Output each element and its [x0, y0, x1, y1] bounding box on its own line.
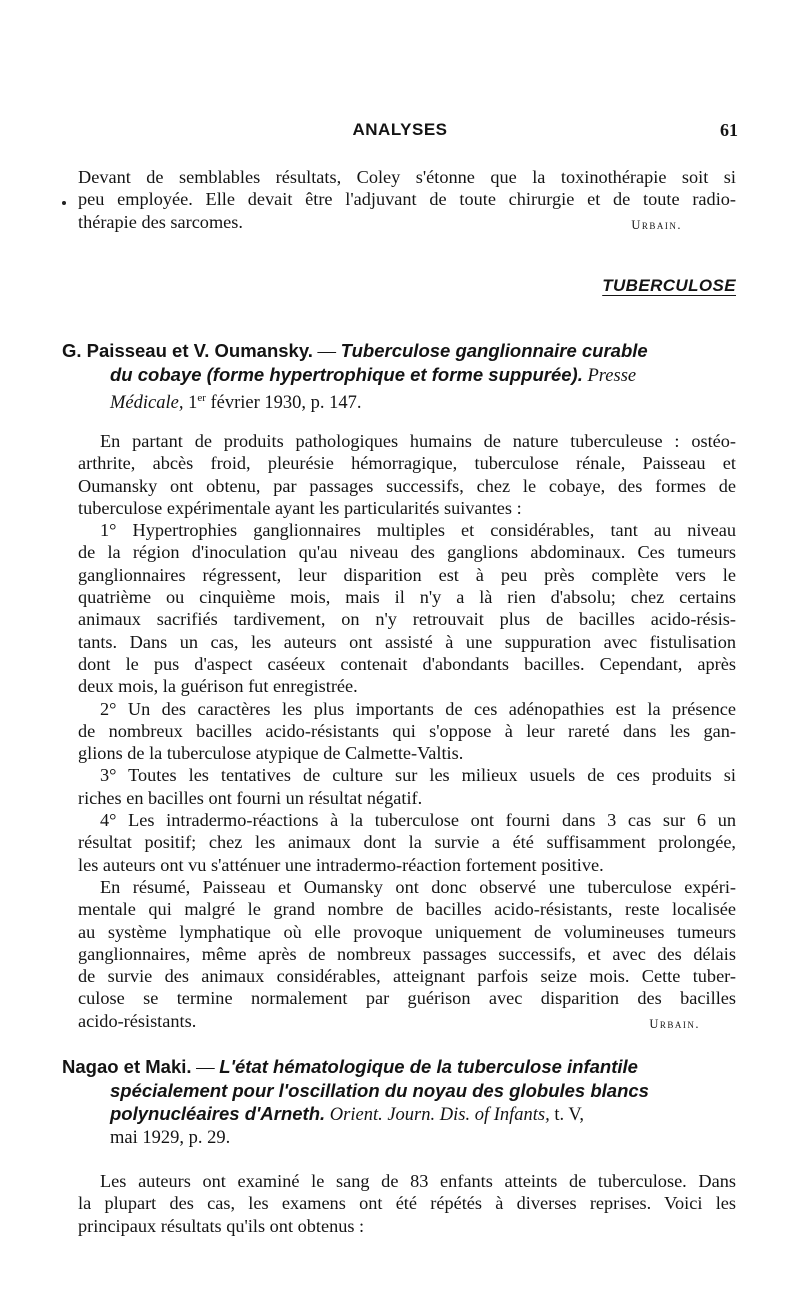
heading-line [62, 1056, 736, 1080]
text-line: animaux sacrifiés tardivement, on n'y retrouvait plus de bacilles acido-résis- [78, 609, 736, 630]
text-line: En partant de produits pathologiques humains de nature tuberculeuse : ostéo- [100, 431, 736, 451]
heading-dash: — [191, 1058, 220, 1078]
entry-title-cont: spécialement pour l'oscillation du noyau des globules blancs [110, 1079, 649, 1101]
entry-journal: Presse [587, 365, 637, 386]
entry-volume: t. V, [554, 1105, 585, 1125]
text-line: thérapie des sarcomes. [78, 211, 243, 232]
entry-authors: G. Paisseau et V. Oumansky. [62, 340, 313, 361]
text-line: dont le pus d'aspect caséeux contenait d'abondants bacilles. Cependant, après [78, 653, 736, 674]
text-line: quatrième ou cinquième mois, mais il n'y a là rien d'absolu; chez certains [78, 587, 736, 608]
text-line: Oumansky ont obtenu, par passages successifs, chez le cobaye, des formes de [78, 475, 736, 496]
entry-body [78, 1170, 736, 1237]
entry-heading [62, 340, 736, 415]
text-line: peu employée. Elle devait être l'adjuvant de toute chirurgie et de toute radio- [78, 189, 736, 210]
text-line: au système lymphatique où elle provoque uniquement de volumineuses tumeurs [78, 921, 736, 942]
heading-line [62, 364, 736, 388]
entry-journal-cont: Médicale, [110, 393, 184, 414]
entry-date-sup: er [197, 392, 206, 404]
text-line: tuberculose expérimentale ayant les particularités suivantes : [78, 497, 522, 518]
text-line: la plupart des cas, les examens ont été répétés à diverses reprises. Voici les [78, 1193, 736, 1214]
entry-date: mai 1929, p. 29. [110, 1127, 231, 1148]
text-line: arthrite, abcès froid, pleurésie hémorragique, tuberculose rénale, Paisseau et [78, 453, 736, 474]
heading-line [62, 1103, 736, 1127]
text-line: 1° Hypertrophies ganglionnaires multiples et considérables, tant au niveau [100, 520, 736, 541]
entry-heading [62, 1056, 736, 1149]
text-line: riches en bacilles ont fourni un résultat négatif. [78, 787, 423, 808]
text-line: de survie des animaux considérables, atteignant parfois seize mois. Cette tuber- [78, 966, 736, 987]
text-line: 2° Un des caractères les plus importants de ces adénopathies est la présence [100, 698, 736, 719]
text-line: ganglionnaires régressent, leur disparition est à peu près complète vers le [78, 564, 736, 585]
entry-title-cont: polynucléaires d'Arneth. [110, 1103, 326, 1124]
section-heading: TUBERCULOSE [602, 276, 736, 295]
entry-date: février 1930, p. 147. [210, 393, 362, 414]
entry-date-day: 1 [188, 393, 198, 414]
margin-mark [62, 201, 66, 205]
signature: Urbain. [649, 1016, 700, 1031]
entry-authors: Nagao et Maki. [62, 1056, 192, 1077]
heading-line [62, 1127, 736, 1150]
intro-paragraph [78, 166, 736, 233]
text-line: résultat positif; chez les animaux dont la survie a été suffisamment prolongée, [78, 832, 736, 853]
text-line-last [78, 1010, 736, 1032]
entry-journal: Orient. Journ. Dis. of Infants, [329, 1105, 550, 1125]
text-line: 4° Les intradermo-réactions à la tuberculose ont fourni dans 3 cas sur 6 un [100, 810, 736, 831]
text-line: de nombreux bacilles acido-résistants qui s'oppose à leur rareté dans les gan- [78, 720, 736, 741]
text-line: En résumé, Paisseau et Oumansky ont donc observé une tuberculose expéri- [100, 876, 736, 897]
entry-title: Tuberculose ganglionnaire curable [340, 340, 648, 361]
signature: Urbain. [631, 217, 682, 232]
heading-line [62, 1080, 736, 1104]
text-line: tants. Dans un cas, les auteurs ont assisté à une suppuration avec fistulisation [78, 631, 736, 652]
text-line-last [78, 211, 736, 233]
heading-dash: — [312, 342, 341, 362]
text-line: ganglionnaires, même après de nombreux passages successifs, et avec des délais [78, 943, 736, 964]
text-line: 3° Toutes les tentatives de culture sur les milieux usuels de ces produits si [100, 765, 736, 786]
entry-title: L'état hématologique de la tuberculose infantile [219, 1056, 638, 1077]
text-line: culose se termine normalement par guérison avec disparition des bacilles [78, 988, 736, 1009]
text-line: deux mois, la guérison fut enregistrée. [78, 676, 358, 697]
running-title: ANALYSES [352, 120, 448, 139]
entry-body [78, 430, 736, 1032]
text-line: Les auteurs ont examiné le sang de 83 enfants atteints de tuberculose. Dans [100, 1171, 736, 1191]
entry-title-cont: du cobaye (forme hypertrophique et forme suppurée). [110, 363, 583, 385]
text-line: Devant de semblables résultats, Coley s'étonne que la toxinothérapie soit si [78, 167, 736, 187]
heading-line [62, 340, 736, 364]
text-line: mentale qui malgré le grand nombre de bacilles acido-résistants, reste localisée [78, 899, 736, 920]
heading-line [62, 387, 736, 415]
text-line: principaux résultats qu'ils ont obtenus : [78, 1215, 365, 1236]
text-line: glions de la tuberculose atypique de Calmette-Valtis. [78, 743, 464, 764]
text-line: acido-résistants. [78, 1010, 197, 1031]
text-line: les auteurs ont vu s'atténuer une intradermo-réaction fortement positive. [78, 854, 604, 875]
page-number: 61 [720, 120, 738, 140]
text-line: de la région d'inoculation qu'au niveau des ganglions abdominaux. Ces tumeurs [78, 542, 736, 563]
